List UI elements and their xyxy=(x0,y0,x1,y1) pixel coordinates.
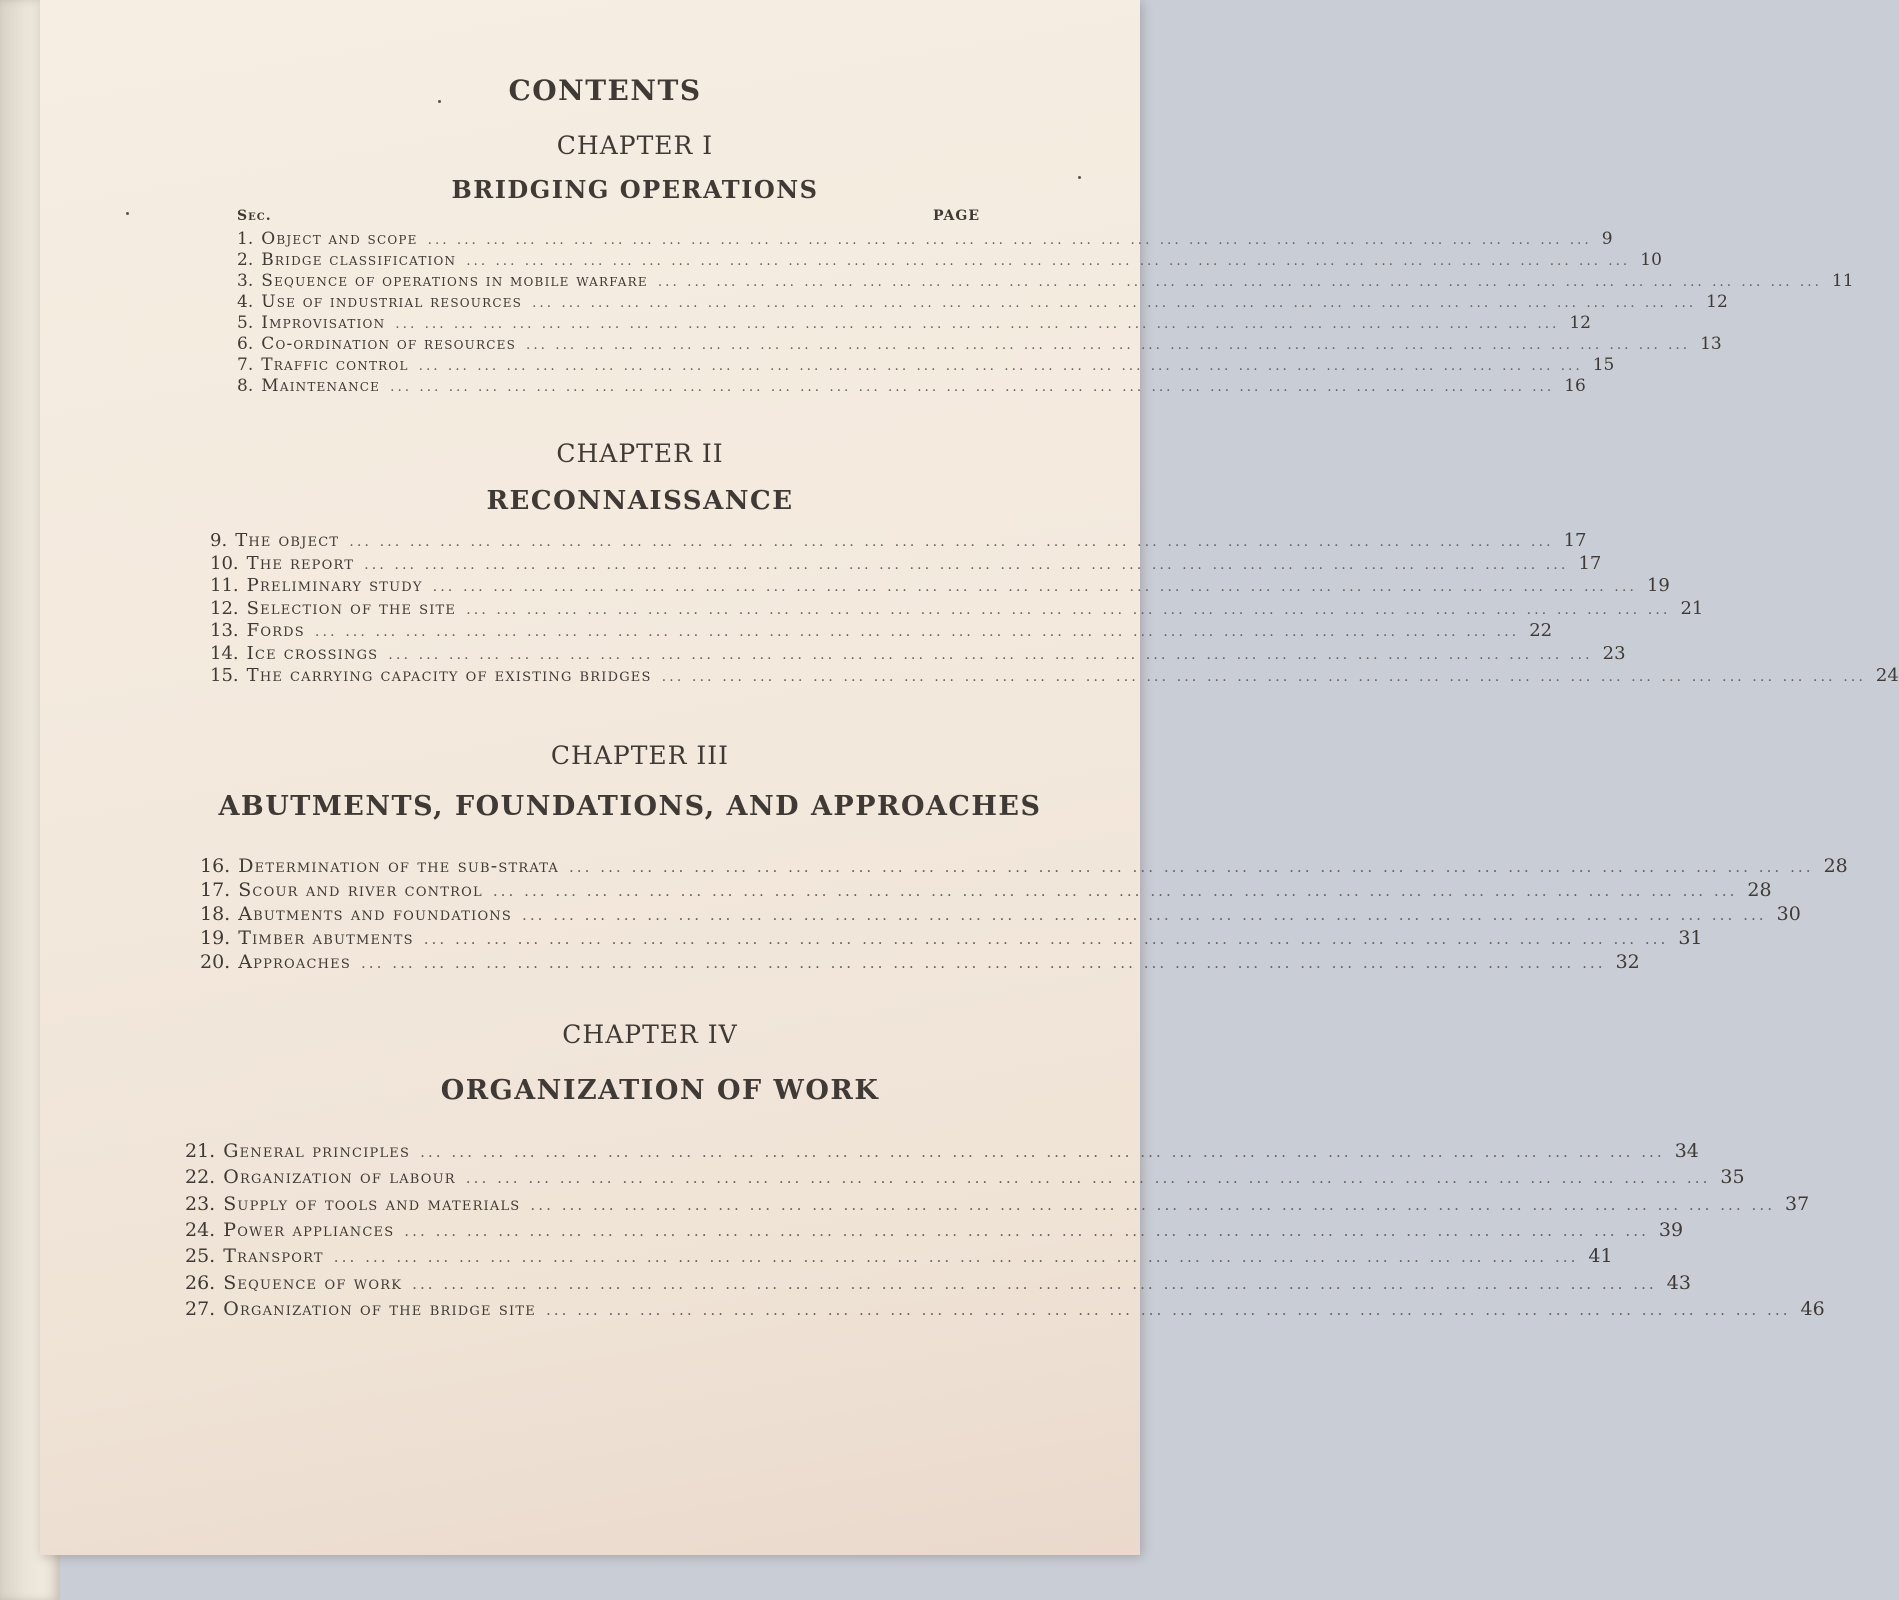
dot-leader: ... ... ... ... ... ... ... ... ... ... ... ... ... ... ... ... ... ... ... ... ... ... ... ... ... ... ... ... ... ... ... ... ... ... ... ... ... ... ... ... xyxy=(466,253,1631,269)
contents-page xyxy=(40,0,1899,1555)
page-number: 17 xyxy=(1563,530,1587,551)
page-number: 19 xyxy=(1646,575,1670,596)
dot-leader: ... ... ... ... ... ... ... ... ... ... ... ... ... ... ... ... ... ... ... ... ... ... ... ... ... ... ... ... ... ... ... ... ... ... ... ... ... ... ... ... xyxy=(388,646,1593,663)
page-number: 30 xyxy=(1776,903,1801,925)
dot-leader: ... ... ... ... ... ... ... ... ... ... ... ... ... ... ... ... ... ... ... ... ... ... ... ... ... ... ... ... ... ... ... ... ... ... ... ... ... ... ... ... xyxy=(412,1274,1657,1293)
chapter-label: CHAPTER I xyxy=(556,131,714,160)
dot-leader: ... ... ... ... ... ... ... ... ... ... ... ... ... ... ... ... ... ... ... ... ... ... ... ... ... ... ... ... ... ... ... ... ... ... ... ... ... ... ... ... xyxy=(423,930,1669,948)
toc-entry xyxy=(237,376,1586,396)
section-title: Supply of tools and materials xyxy=(223,1192,521,1215)
dot-leader: ... ... ... ... ... ... ... ... ... ... ... ... ... ... ... ... ... ... ... ... ... ... ... ... ... ... ... ... ... ... ... ... ... ... ... ... ... ... ... ... xyxy=(349,534,1554,550)
toc-entry xyxy=(237,250,1662,270)
page-number: 43 xyxy=(1666,1271,1691,1294)
toc-entry xyxy=(237,334,1722,354)
page-number: 37 xyxy=(1785,1192,1810,1215)
section-number: 3. xyxy=(237,271,254,291)
section-title: The report xyxy=(246,552,355,574)
dot-leader: ... ... ... ... ... ... ... ... ... ... ... ... ... ... ... ... ... ... ... ... ... ... ... ... ... ... ... ... ... ... ... ... ... ... ... ... ... ... ... ... xyxy=(657,274,1822,290)
page-number: 46 xyxy=(1800,1297,1825,1320)
page-number: 41 xyxy=(1588,1245,1613,1268)
dot-leader: ... ... ... ... ... ... ... ... ... ... ... ... ... ... ... ... ... ... ... ... ... ... ... ... ... ... ... ... ... ... ... ... ... ... ... ... ... ... ... ... xyxy=(530,1195,1776,1214)
section-title: Co-ordination of resources xyxy=(261,334,516,354)
dot-leader: ... ... ... ... ... ... ... ... ... ... ... ... ... ... ... ... ... ... ... ... ... ... ... ... ... ... ... ... ... ... ... ... ... ... ... ... ... ... ... ... xyxy=(418,358,1583,374)
page-number: 31 xyxy=(1678,927,1703,949)
paper-speck xyxy=(438,100,441,103)
dot-leader: ... ... ... ... ... ... ... ... ... ... ... ... ... ... ... ... ... ... ... ... ... ... ... ... ... ... ... ... ... ... ... ... ... ... ... ... ... ... ... ... xyxy=(395,316,1560,332)
section-title: Improvisation xyxy=(261,313,386,333)
page-column-header: PAGE xyxy=(933,208,980,224)
dot-leader: ... ... ... ... ... ... ... ... ... ... ... ... ... ... ... ... ... ... ... ... ... ... ... ... ... ... ... ... ... ... ... ... ... ... ... ... ... ... ... ... xyxy=(522,906,1767,924)
chapter-label: CHAPTER IV xyxy=(562,1020,738,1049)
section-title: Sequence of operations in mobile warfare xyxy=(261,271,648,291)
chapter-label: CHAPTER II xyxy=(556,439,724,468)
toc-entry xyxy=(237,229,1613,249)
section-number: 11. xyxy=(210,575,239,596)
dot-leader: ... ... ... ... ... ... ... ... ... ... ... ... ... ... ... ... ... ... ... ... ... ... ... ... ... ... ... ... ... ... ... ... ... ... ... ... ... ... ... ... xyxy=(526,337,1691,353)
page-number: 39 xyxy=(1658,1218,1684,1241)
dot-leader: ... ... ... ... ... ... ... ... ... ... ... ... ... ... ... ... ... ... ... ... ... ... ... ... ... ... ... ... ... ... ... ... ... ... ... ... ... ... ... ... xyxy=(427,232,1592,248)
page-number: 28 xyxy=(1823,855,1848,877)
section-title: General principles xyxy=(223,1140,411,1162)
section-title: Power appliances xyxy=(223,1218,395,1241)
section-column-header: Sec. xyxy=(237,208,272,224)
section-title: The object xyxy=(235,530,340,551)
page-number: 35 xyxy=(1720,1166,1745,1189)
dot-leader: ... ... ... ... ... ... ... ... ... ... ... ... ... ... ... ... ... ... ... ... ... ... ... ... ... ... ... ... ... ... ... ... ... ... ... ... ... ... ... ... xyxy=(404,1221,1649,1240)
dot-leader: ... ... ... ... ... ... ... ... ... ... ... ... ... ... ... ... ... ... ... ... ... ... ... ... ... ... ... ... ... ... ... ... ... ... ... ... ... ... ... ... xyxy=(314,624,1520,640)
dot-leader: ... ... ... ... ... ... ... ... ... ... ... ... ... ... ... ... ... ... ... ... ... ... ... ... ... ... ... ... ... ... ... ... ... ... ... ... ... ... ... ... xyxy=(420,1143,1665,1161)
dot-leader: ... ... ... ... ... ... ... ... ... ... ... ... ... ... ... ... ... ... ... ... ... ... ... ... ... ... ... ... ... ... ... ... ... ... ... ... ... ... ... ... xyxy=(390,379,1555,395)
section-title: Sequence of work xyxy=(223,1271,403,1294)
page-number: 12 xyxy=(1706,292,1728,312)
toc-entry xyxy=(200,927,1703,949)
section-title: Preliminary study xyxy=(246,575,423,596)
section-number: 10. xyxy=(210,552,239,574)
chapter-label: CHAPTER III xyxy=(550,741,730,770)
dot-leader: ... ... ... ... ... ... ... ... ... ... ... ... ... ... ... ... ... ... ... ... ... ... ... ... ... ... ... ... ... ... ... ... ... ... ... ... ... ... ... ... xyxy=(568,858,1814,876)
section-number: 25. xyxy=(185,1245,216,1268)
book-page xyxy=(40,0,1899,1555)
toc-entry xyxy=(185,1192,1810,1215)
contents-title: CONTENTS xyxy=(508,74,702,107)
paper-speck xyxy=(1078,176,1081,179)
toc-entry xyxy=(185,1271,1691,1294)
section-number: 20. xyxy=(200,951,231,973)
section-number: 19. xyxy=(200,927,231,949)
section-number: 8. xyxy=(237,376,254,396)
toc-entry xyxy=(237,313,1591,333)
section-title: Determination of the sub-strata xyxy=(238,855,559,877)
toc-entry xyxy=(210,552,1602,574)
dot-leader: ... ... ... ... ... ... ... ... ... ... ... ... ... ... ... ... ... ... ... ... ... ... ... ... ... ... ... ... ... ... ... ... ... ... ... ... ... ... ... ... xyxy=(492,882,1738,900)
section-title: Abutments and foundations xyxy=(238,903,512,925)
section-number: 12. xyxy=(210,597,239,619)
dot-leader: ... ... ... ... ... ... ... ... ... ... ... ... ... ... ... ... ... ... ... ... ... ... ... ... ... ... ... ... ... ... ... ... ... ... ... ... ... ... ... ... xyxy=(545,1300,1791,1319)
toc-entry xyxy=(185,1218,1684,1241)
section-title: Selection of the site xyxy=(246,597,457,619)
page-number: 22 xyxy=(1529,620,1553,641)
toc-entry xyxy=(237,271,1854,291)
section-title: Scour and river control xyxy=(238,879,483,901)
section-number: 14. xyxy=(210,642,239,664)
dot-leader: ... ... ... ... ... ... ... ... ... ... ... ... ... ... ... ... ... ... ... ... ... ... ... ... ... ... ... ... ... ... ... ... ... ... ... ... ... ... ... ... xyxy=(360,954,1606,972)
section-number: 13. xyxy=(210,620,239,641)
toc-entry xyxy=(185,1245,1613,1268)
section-title: Timber abutments xyxy=(238,927,414,949)
toc-entry xyxy=(210,597,1704,619)
section-title: Approaches xyxy=(238,951,351,973)
section-title: Use of industrial resources xyxy=(261,292,523,312)
dot-leader: ... ... ... ... ... ... ... ... ... ... ... ... ... ... ... ... ... ... ... ... ... ... ... ... ... ... ... ... ... ... ... ... ... ... ... ... ... ... ... ... xyxy=(661,669,1866,685)
section-number: 6. xyxy=(237,334,254,354)
toc-entry xyxy=(200,879,1772,901)
section-number: 5. xyxy=(237,313,254,333)
toc-entry xyxy=(210,620,1553,641)
section-title: Traffic control xyxy=(261,355,409,375)
toc-entry xyxy=(210,642,1626,664)
section-number: 24. xyxy=(185,1218,216,1241)
toc-entry xyxy=(185,1297,1825,1320)
section-number: 17. xyxy=(200,879,231,901)
chapter-title: BRIDGING OPERATIONS xyxy=(451,175,819,204)
page-number: 10 xyxy=(1640,250,1662,270)
page-number: 17 xyxy=(1578,552,1602,574)
page-number: 32 xyxy=(1615,951,1640,973)
toc-entry xyxy=(237,292,1728,312)
section-title: Transport xyxy=(223,1245,324,1268)
page-number: 23 xyxy=(1602,642,1626,664)
section-number: 2. xyxy=(237,250,254,270)
page-number: 16 xyxy=(1564,376,1586,396)
section-title: Object and scope xyxy=(261,229,418,249)
dot-leader: ... ... ... ... ... ... ... ... ... ... ... ... ... ... ... ... ... ... ... ... ... ... ... ... ... ... ... ... ... ... ... ... ... ... ... ... ... ... ... ... xyxy=(432,579,1637,595)
toc-entry xyxy=(210,575,1670,596)
toc-entry xyxy=(200,903,1801,925)
section-number: 9. xyxy=(210,530,228,551)
page-number: 9 xyxy=(1601,229,1613,249)
page-number: 11 xyxy=(1831,271,1854,291)
chapter-title: ABUTMENTS, FOUNDATIONS, AND APPROACHES xyxy=(218,791,1042,822)
toc-entry xyxy=(185,1140,1699,1162)
section-number: 16. xyxy=(200,855,231,877)
section-number: 22. xyxy=(185,1166,216,1189)
section-number: 21. xyxy=(185,1140,216,1162)
section-number: 7. xyxy=(237,355,254,375)
toc-entry xyxy=(185,1166,1745,1189)
page-number: 24 xyxy=(1875,665,1899,686)
page-number: 13 xyxy=(1700,334,1722,354)
section-title: Organization of labour xyxy=(223,1166,456,1189)
section-number: 26. xyxy=(185,1271,216,1294)
section-title: Ice crossings xyxy=(246,642,379,664)
dot-leader: ... ... ... ... ... ... ... ... ... ... ... ... ... ... ... ... ... ... ... ... ... ... ... ... ... ... ... ... ... ... ... ... ... ... ... ... ... ... ... ... xyxy=(333,1248,1579,1267)
dot-leader: ... ... ... ... ... ... ... ... ... ... ... ... ... ... ... ... ... ... ... ... ... ... ... ... ... ... ... ... ... ... ... ... ... ... ... ... ... ... ... ... xyxy=(465,1169,1711,1188)
page-number: 34 xyxy=(1674,1140,1699,1162)
chapter-title: ORGANIZATION OF WORK xyxy=(440,1075,880,1106)
page-number: 28 xyxy=(1747,879,1772,901)
section-number: 18. xyxy=(200,903,231,925)
section-number: 15. xyxy=(210,665,239,686)
section-title: The carrying capacity of existing bridges xyxy=(246,665,652,686)
section-number: 27. xyxy=(185,1297,216,1320)
section-title: Maintenance xyxy=(261,376,381,396)
page-number: 15 xyxy=(1592,355,1615,375)
section-title: Organization of the bridge site xyxy=(223,1297,536,1320)
dot-leader: ... ... ... ... ... ... ... ... ... ... ... ... ... ... ... ... ... ... ... ... ... ... ... ... ... ... ... ... ... ... ... ... ... ... ... ... ... ... ... ... xyxy=(532,295,1697,311)
page-number: 12 xyxy=(1569,313,1591,333)
section-title: Fords xyxy=(246,620,305,641)
toc-entry xyxy=(200,951,1640,973)
toc-entry xyxy=(237,355,1615,375)
toc-entry xyxy=(200,855,1848,877)
section-title: Bridge classification xyxy=(261,250,457,270)
dot-leader: ... ... ... ... ... ... ... ... ... ... ... ... ... ... ... ... ... ... ... ... ... ... ... ... ... ... ... ... ... ... ... ... ... ... ... ... ... ... ... ... xyxy=(364,556,1569,573)
paper-speck xyxy=(126,212,129,215)
dot-leader: ... ... ... ... ... ... ... ... ... ... ... ... ... ... ... ... ... ... ... ... ... ... ... ... ... ... ... ... ... ... ... ... ... ... ... ... ... ... ... ... xyxy=(466,601,1671,618)
chapter-title: RECONNAISSANCE xyxy=(486,486,794,516)
toc-entry xyxy=(210,665,1899,686)
toc-entry xyxy=(210,530,1587,551)
section-number: 4. xyxy=(237,292,254,312)
page-number: 21 xyxy=(1680,597,1704,619)
section-number: 1. xyxy=(237,229,254,249)
section-number: 23. xyxy=(185,1192,216,1215)
